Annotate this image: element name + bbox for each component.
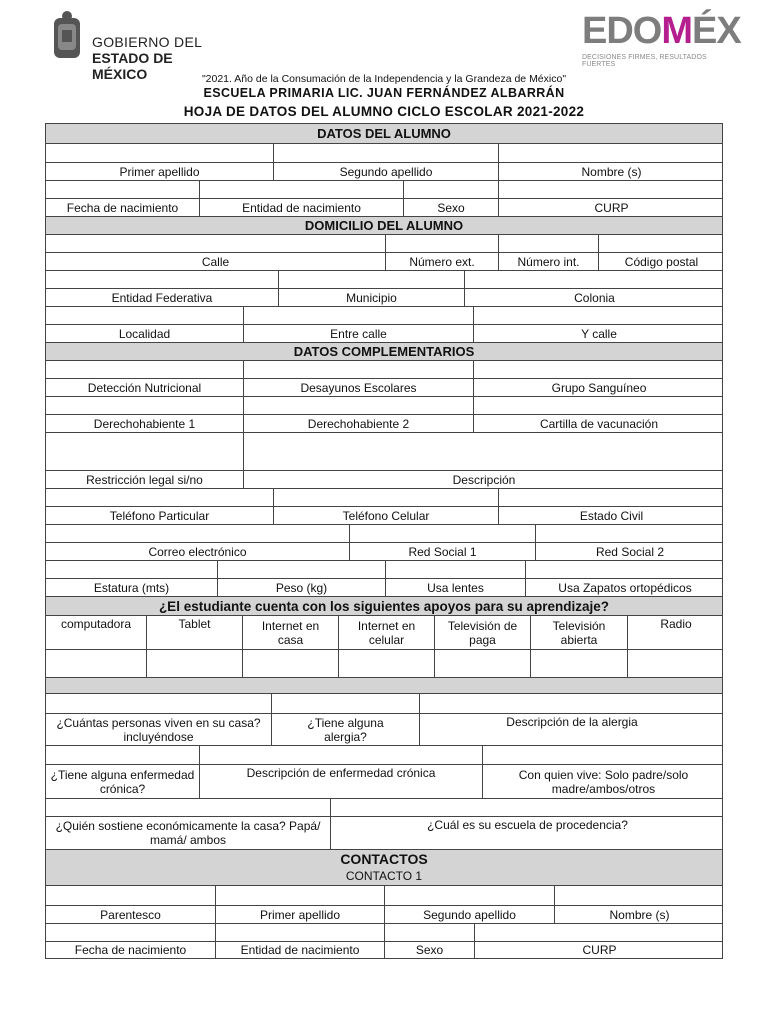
fecha-nacimiento-label: Fecha de nacimiento [46,199,200,216]
calle-field[interactable] [46,235,386,252]
coat-of-arms-icon [50,10,84,64]
contacto-nombre-field[interactable] [555,886,724,905]
escuela-proc-label: ¿Cuál es su escuela de procedencia? [427,818,628,832]
edomex-logo [578,10,741,68]
estatura-label: Estatura (mts) [46,579,218,596]
primer-apellido-label: Primer apellido [46,163,274,180]
internet-celular-label: Internet en celular [339,616,435,649]
label-row-enfermedad [45,764,723,798]
sexo-field[interactable] [404,181,499,198]
contacto1-subtitle: CONTACTO 1 [345,869,423,883]
con-quien-field[interactable] [483,746,724,764]
label-row-calle [45,252,723,270]
derechohabiente1-field[interactable] [46,397,244,414]
contacto-segundo-apellido-label: Segundo apellido [385,906,555,923]
desc-enf-label: Descripción de enfermedad crónica [200,765,483,798]
red-social2-field[interactable] [536,525,724,542]
estatura-field[interactable] [46,561,218,578]
label-row-nutricional [45,378,723,396]
label-row-correo [45,542,723,560]
entre-calle-label: Entre calle [244,325,474,342]
contacto-sexo-field[interactable] [385,924,475,941]
contacto-sexo-label: Sexo [385,942,475,958]
primer-apellido-field[interactable] [46,144,274,162]
label-row-nombre [45,162,723,180]
con-quien-label: Con quien vive: Solo padre/solo madre/ambos/otros [518,767,689,796]
contacto-fecha-field[interactable] [46,924,216,941]
input-row-enfermedad[interactable] [45,745,723,764]
municipio-field[interactable] [279,271,465,288]
localidad-label: Localidad [46,325,244,342]
y-calle-field[interactable] [474,307,724,324]
tv-paga-label: Televisión de paga [435,616,531,649]
descripcion-field[interactable] [244,433,724,470]
label-row-contacto-nacimiento [45,941,723,959]
derechohabiente2-field[interactable] [244,397,474,414]
input-row-municipio[interactable] [45,270,723,288]
contacto-entidad-label: Entidad de nacimiento [216,942,385,958]
nombre-field[interactable] [499,144,724,162]
input-row-localidad[interactable] [45,306,723,324]
grupo-sanguineo-label: Grupo Sanguíneo [551,380,647,395]
internet-celular-field[interactable] [339,650,435,677]
parentesco-label: Parentesco [46,906,216,923]
deteccion-label: Detección Nutricional [46,379,244,396]
cartilla-label: Cartilla de vacunación [539,416,659,431]
entre-calle-field[interactable] [244,307,474,324]
lentes-label: Usa lentes [386,579,526,596]
contacto-curp-field[interactable] [475,924,724,941]
fecha-nacimiento-field[interactable] [46,181,200,198]
curp-field[interactable] [499,181,724,198]
estado-civil-field[interactable] [499,489,724,506]
radio-label: Radio [660,617,692,631]
entidad-federativa-field[interactable] [46,271,279,288]
desayunos-field[interactable] [244,361,474,378]
sostiene-label: ¿Quién sostiene económicamente la casa? Papá/ mamá/ ambos [46,817,331,849]
telefono-celular-field[interactable] [274,489,499,506]
telefono-particular-label: Teléfono Particular [46,507,274,524]
label-row-derechohabiente [45,414,723,432]
contacto-primer-apellido-label: Primer apellido [216,906,385,923]
input-row-telefono[interactable] [45,488,723,506]
input-row-personas[interactable] [45,693,723,713]
computadora-field[interactable] [46,650,147,677]
input-row-contacto-nombre[interactable] [45,885,723,905]
input-row-restriccion[interactable] [45,432,723,470]
tablet-label: Tablet [147,616,243,649]
escuela-proc-field[interactable] [331,799,724,816]
colonia-label: Colonia [574,290,615,305]
correo-field[interactable] [46,525,350,542]
label-row-telefono [45,506,723,524]
nombre-label: Nombre (s) [581,164,642,179]
section-complementarios: DATOS COMPLEMENTARIOS [45,342,723,360]
label-row-apoyos [45,615,723,649]
edomex-wordmark: EDOMÉX [582,10,741,52]
personas-label: ¿Cuántas personas viven en su casa? incluyéndose [46,714,272,745]
num-int-label: Número int. [499,253,599,270]
entidad-federativa-label: Entidad Federativa [46,289,279,306]
desayunos-label: Desayunos Escolares [244,379,474,396]
section-domicilio: DOMICILIO DEL ALUMNO [45,216,723,234]
peso-label: Peso (kg) [218,579,386,596]
red-social2-label: Red Social 2 [595,544,665,559]
input-row-nutricional[interactable] [45,360,723,378]
y-calle-label: Y calle [581,326,617,341]
label-row-personas [45,713,723,745]
label-row-restriccion [45,470,723,488]
contacto-curp-label: CURP [582,943,617,957]
internet-casa-field[interactable] [243,650,339,677]
calle-label: Calle [46,253,386,270]
label-row-contacto-nombre [45,905,723,923]
telefono-particular-field[interactable] [46,489,274,506]
input-row-correo[interactable] [45,524,723,542]
contacto-fecha-label: Fecha de nacimiento [46,942,216,958]
deteccion-field[interactable] [46,361,244,378]
tv-paga-field[interactable] [435,650,531,677]
entidad-nacimiento-field[interactable] [200,181,404,198]
desc-alergia-field[interactable] [420,694,724,713]
school-name: ESCUELA PRIMARIA LIC. JUAN FERNÁNDEZ ALBARRÁN [203,86,565,100]
localidad-field[interactable] [46,307,244,324]
num-ext-field[interactable] [386,235,499,252]
parentesco-field[interactable] [46,886,216,905]
restriccion-label: Restricción legal si/no [46,471,244,488]
municipio-label: Municipio [279,289,465,306]
document-header [0,0,768,120]
curp-label: CURP [594,200,629,215]
enf-cronica-field[interactable] [46,746,200,764]
contacto-nombre-label: Nombre (s) [609,907,670,922]
descripcion-label: Descripción [452,472,516,487]
codigo-postal-label: Código postal [624,254,699,269]
derechohabiente2-label: Derechohabiente 2 [244,415,474,432]
label-row-municipio [45,288,723,306]
grupo-sanguineo-field[interactable] [474,361,724,378]
tv-abierta-field[interactable] [531,650,628,677]
section-datos-alumno: DATOS DEL ALUMNO [45,123,723,143]
derechohabiente1-label: Derechohabiente 1 [46,415,244,432]
peso-field[interactable] [218,561,386,578]
tv-abierta-label: Televisión abierta [531,616,628,649]
red-social1-label: Red Social 1 [350,543,536,560]
desc-enf-field[interactable] [200,746,483,764]
enf-cronica-label: ¿Tiene alguna enfermedad crónica? [46,765,200,798]
correo-label: Correo electrónico [46,543,350,560]
colonia-field[interactable] [465,271,724,288]
telefono-celular-label: Teléfono Celular [274,507,499,524]
sexo-label: Sexo [404,199,499,216]
input-row-nacimiento[interactable] [45,180,723,198]
internet-casa-label: Internet en casa [243,616,339,649]
cartilla-field[interactable] [474,397,724,414]
label-row-estatura [45,578,723,596]
computadora-label: computadora [46,616,147,649]
radio-field[interactable] [628,650,724,677]
input-row-calle[interactable] [45,234,723,252]
label-row-nacimiento [45,198,723,216]
sheet-title: HOJA DE DATOS DEL ALUMNO CICLO ESCOLAR 2021-2022 [183,104,585,119]
lentes-field[interactable] [386,561,526,578]
alergia-field[interactable] [272,694,420,713]
input-row-derechohabiente[interactable] [45,396,723,414]
label-row-sostiene [45,816,723,849]
input-row-apoyos[interactable] [45,649,723,677]
gov-name-line2: ESTADO DE MÉXICO [92,50,173,82]
section-apoyos: ¿El estudiante cuenta con los siguientes apoyos para su aprendizaje? [45,596,723,615]
input-row-contacto-nacimiento[interactable] [45,923,723,941]
personas-field[interactable] [46,694,272,713]
section-contactos [45,849,723,885]
label-row-localidad [45,324,723,342]
input-row-sostiene[interactable] [45,798,723,816]
num-ext-label: Número ext. [386,253,499,270]
red-social1-field[interactable] [350,525,536,542]
contactos-title: CONTACTOS [340,851,428,867]
student-form [45,123,723,959]
contacto-primer-apellido-field[interactable] [216,886,385,905]
edomex-slogan: DECISIONES FIRMES, RESULTADOS FUERTES [582,54,707,68]
gov-name-line1: GOBIERNO DEL [92,34,203,50]
zapatos-label: Usa Zapatos ortopédicos [558,580,692,595]
entidad-nacimiento-label: Entidad de nacimiento [200,199,404,216]
sostiene-field[interactable] [46,799,331,816]
codigo-postal-field[interactable] [599,235,724,252]
estado-civil-label: Estado Civil [579,508,644,523]
segundo-apellido-label: Segundo apellido [274,163,499,180]
contacto-entidad-field[interactable] [216,924,385,941]
segundo-apellido-field[interactable] [274,144,499,162]
restriccion-field[interactable] [46,433,244,470]
grey-divider [45,677,723,693]
gobierno-logo [50,10,230,82]
input-row-nombre[interactable] [45,143,723,162]
contacto-segundo-apellido-field[interactable] [385,886,555,905]
zapatos-field[interactable] [526,561,724,578]
desc-alergia-label: Descripción de la alergia [506,715,638,729]
tablet-field[interactable] [147,650,243,677]
year-motto: "2021. Año de la Consumación de la Independencia y la Grandeza de México" [201,73,567,85]
num-int-field[interactable] [499,235,599,252]
input-row-estatura[interactable] [45,560,723,578]
alergia-label: ¿Tiene alguna alergia? [272,714,420,745]
